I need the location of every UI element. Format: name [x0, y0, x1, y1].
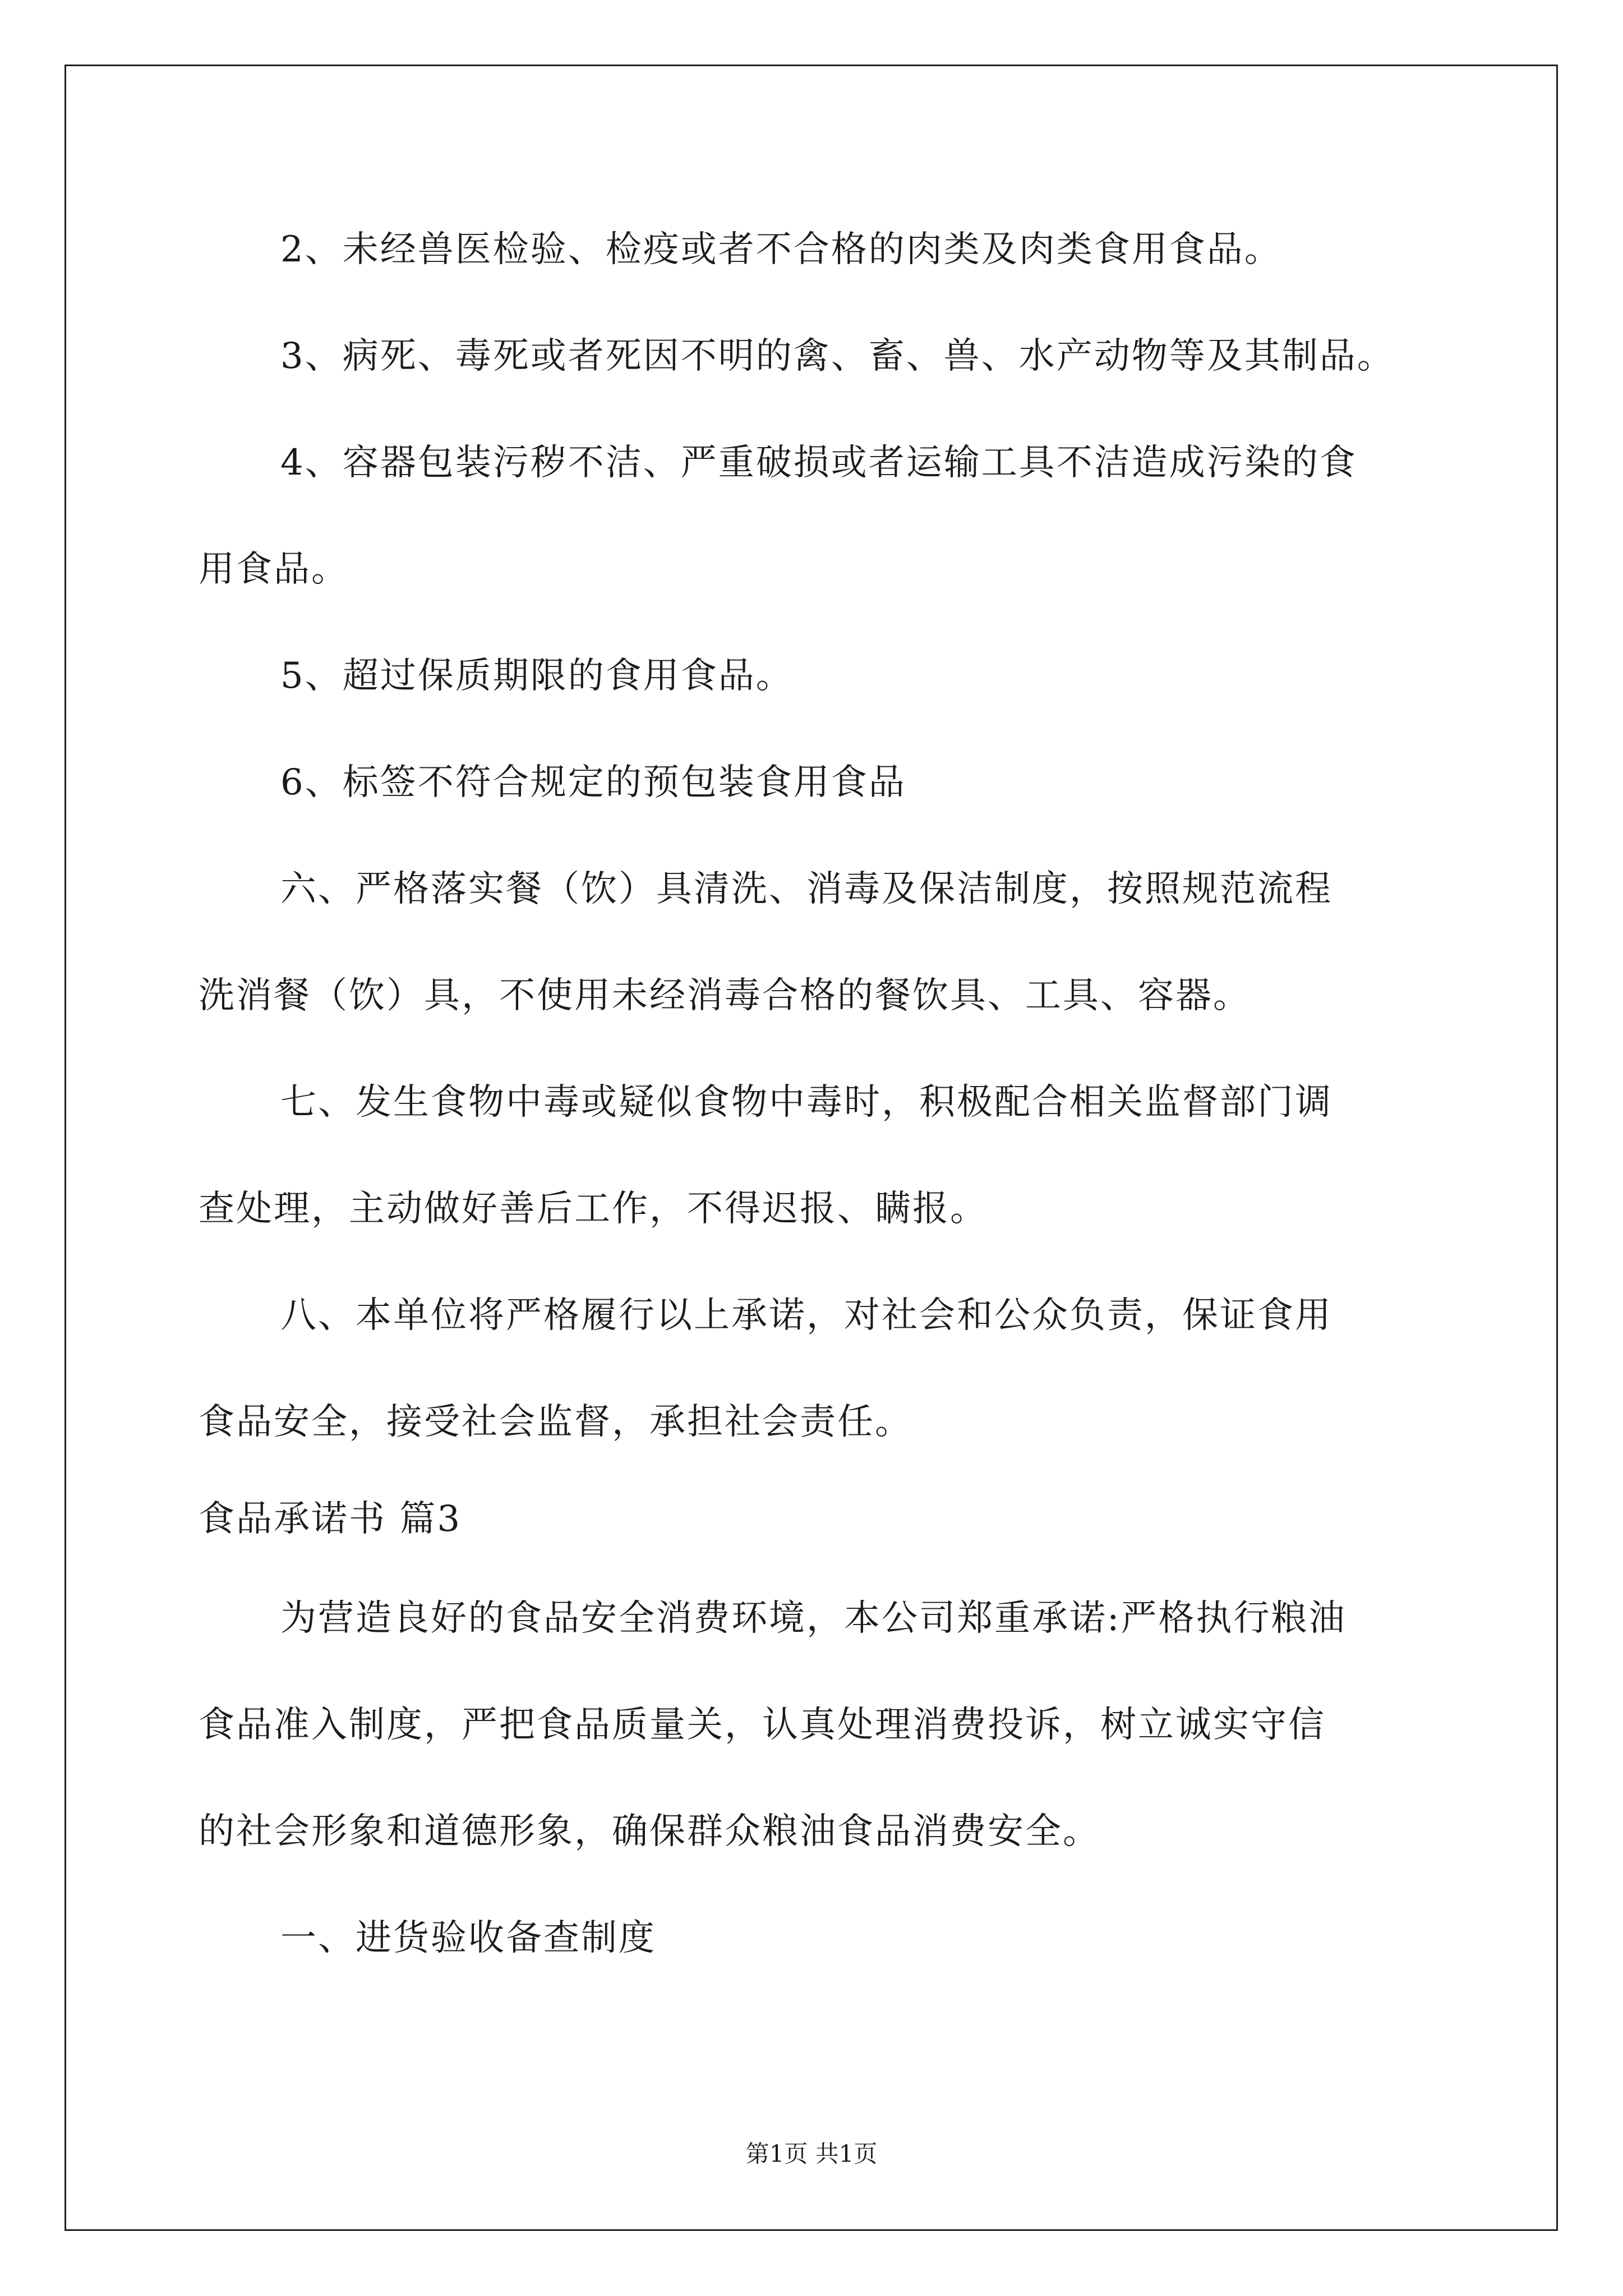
subsection-heading: 一、进货验收备查制度 [280, 1917, 656, 1959]
paragraph-eight: 八、本单位将严格履行以上承诺，对社会和公众负责，保证食用 [280, 1295, 1332, 1336]
intro-paragraph-continued-2: 的社会形象和道德形象，确保群众粮油食品消费安全。 [199, 1811, 1100, 1852]
list-item-4-continued: 用食品。 [199, 549, 349, 590]
list-item-2: 2、未经兽医检验、检疫或者不合格的肉类及肉类食用食品。 [280, 229, 1282, 270]
list-item-5: 5、超过保质期限的食用食品。 [280, 655, 794, 697]
intro-paragraph-continued-1: 食品准入制度，严把食品质量关，认真处理消费投诉，树立诚实守信 [199, 1704, 1326, 1746]
page-footer: 第1页 共1页 [745, 2140, 878, 2168]
intro-paragraph: 为营造良好的食品安全消费环境，本公司郑重承诺:严格执行粮油 [280, 1598, 1347, 1639]
section-heading: 食品承诺书 篇3 [199, 1498, 462, 1540]
list-item-6: 6、标签不符合规定的预包装食用食品 [280, 762, 906, 803]
paragraph-seven: 七、发生食物中毒或疑似食物中毒时，积极配合相关监督部门调 [280, 1082, 1332, 1123]
paragraph-eight-continued: 食品安全，接受社会监督，承担社会责任。 [199, 1401, 912, 1443]
list-item-4: 4、容器包装污秽不洁、严重破损或者运输工具不洁造成污染的食 [280, 442, 1357, 484]
list-item-3: 3、病死、毒死或者死因不明的禽、畜、兽、水产动物等及其制品。 [280, 335, 1395, 377]
paragraph-six-continued: 洗消餐（饮）具，不使用未经消毒合格的餐饮具、工具、容器。 [199, 975, 1251, 1016]
paragraph-six: 六、严格落实餐（饮）具清洗、消毒及保洁制度，按照规范流程 [280, 868, 1332, 910]
paragraph-seven-continued: 查处理，主动做好善后工作，不得迟报、瞒报。 [199, 1188, 988, 1230]
